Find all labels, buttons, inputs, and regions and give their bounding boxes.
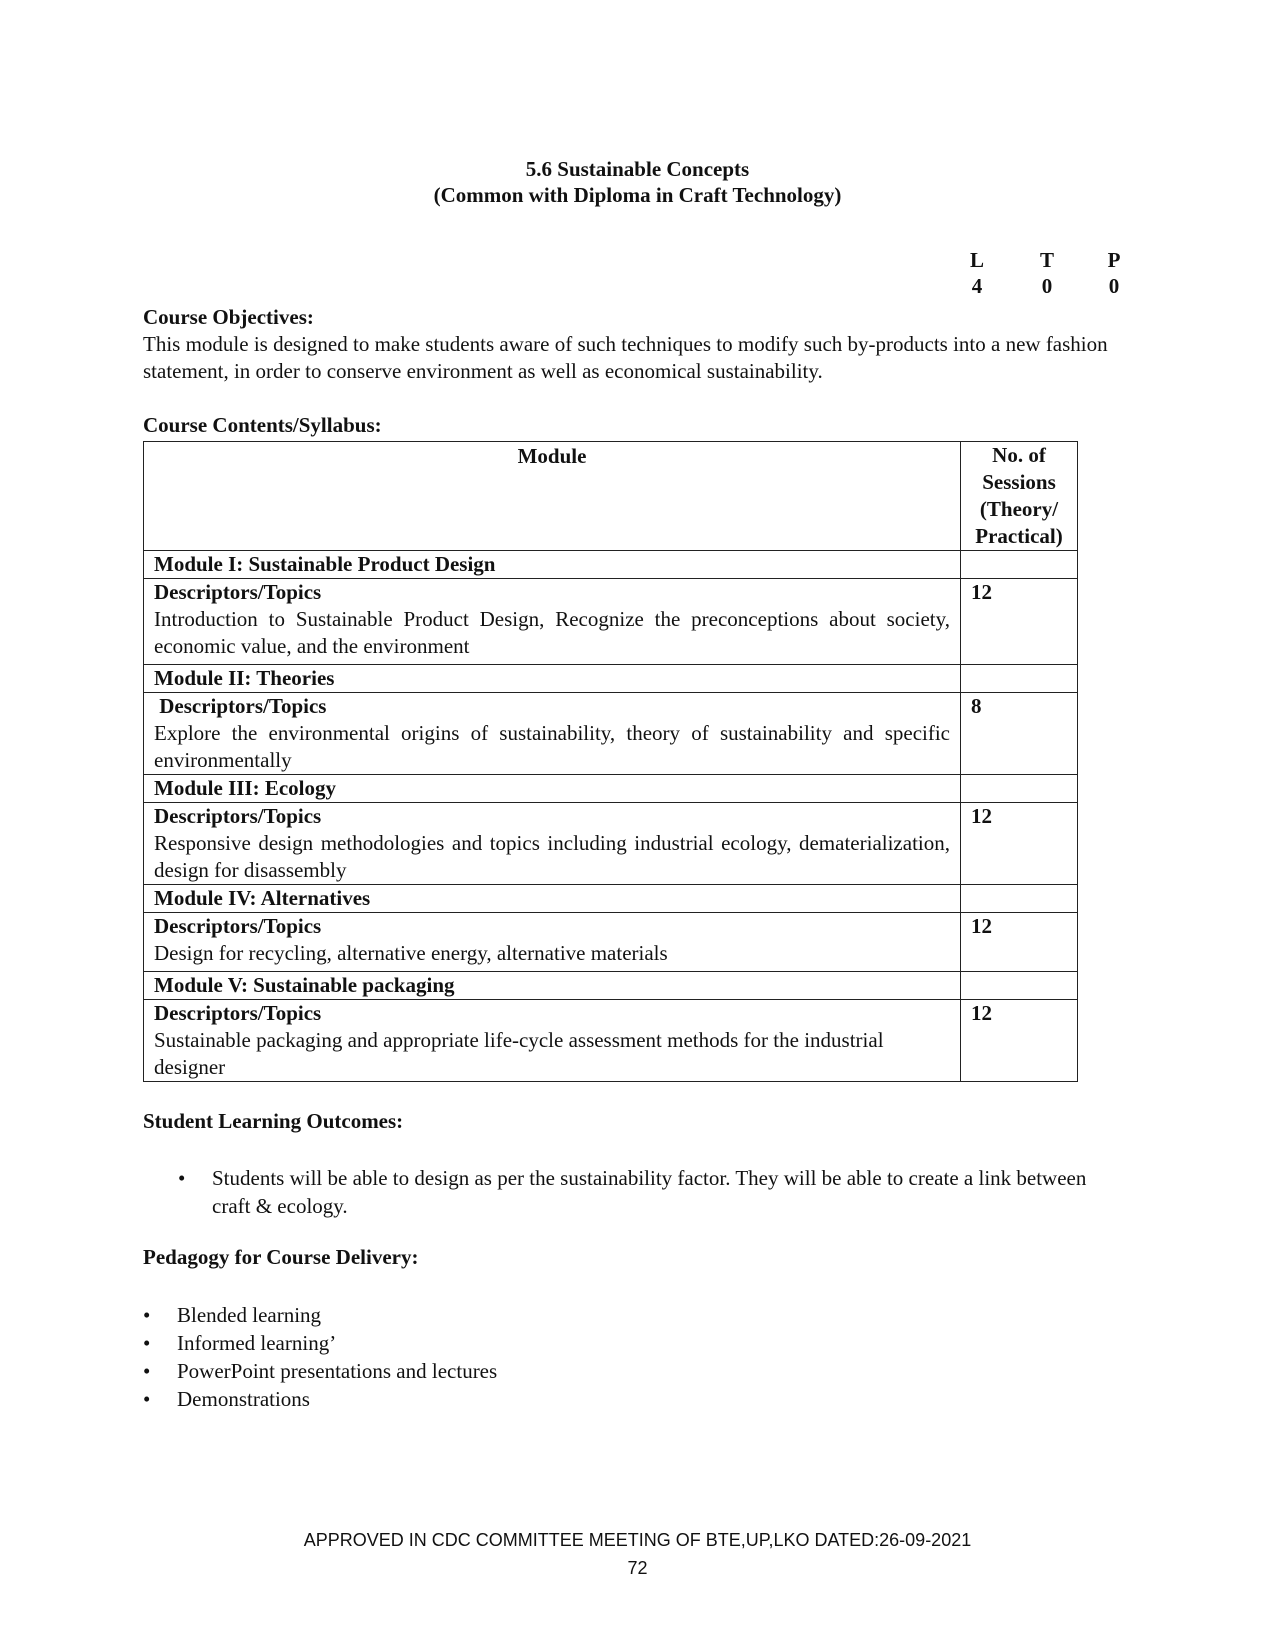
footer-approval: APPROVED IN CDC COMMITTEE MEETING OF BTE,UP,LKO DATED:26-09-2021 (303, 1530, 972, 1550)
module-topics-cell (144, 693, 961, 775)
descriptors-text: Responsive design methodologies and topics including industrial ecology, dematerialization, design for disassembly (154, 831, 950, 882)
empty-cell (961, 775, 1078, 803)
descriptors-text: Sustainable packaging and appropriate life-cycle assessment methods for the industrial designer (154, 1028, 884, 1079)
descriptors-text: Design for recycling, alternative energy, alternative materials (154, 941, 668, 965)
ltp-value-p: 0 (1108, 274, 1120, 298)
descriptors-title: Descriptors/Topics (154, 914, 322, 938)
page-title: 5.6 Sustainable Concepts (525, 157, 750, 181)
module-topics-cell (144, 803, 961, 885)
list-item: • Demonstrations (143, 1385, 1043, 1413)
empty-cell (961, 665, 1078, 693)
module-title: Module II: Theories (144, 665, 961, 693)
column-header-module: Module (144, 442, 961, 551)
empty-cell (961, 885, 1078, 913)
session-count: 8 (961, 693, 1078, 775)
objectives-heading: Course Objectives: (143, 305, 314, 329)
module-topics-row (144, 693, 1078, 775)
page-subtitle: (Common with Diploma in Craft Technology) (433, 183, 842, 207)
list-item: • Students will be able to design as per the sustainability factor. They will be able to create a link between craft & ecology. (178, 1164, 1118, 1220)
module-topics-cell (144, 913, 961, 972)
module-title: Module I: Sustainable Product Design (144, 551, 961, 579)
descriptors-text: Introduction to Sustainable Product Design, Recognize the preconceptions about society, economic value, and the environment (154, 607, 950, 658)
module-title: Module III: Ecology (144, 775, 961, 803)
list-item: • Blended learning (143, 1301, 1043, 1329)
ltp-label-l: L (969, 248, 984, 272)
module-title: Module V: Sustainable packaging (144, 972, 961, 1000)
outcomes-list (178, 1164, 1118, 1220)
page-number: 72 (627, 1558, 648, 1578)
descriptors-title: Descriptors/Topics (154, 694, 327, 718)
session-count: 12 (961, 1000, 1078, 1082)
syllabus-table (143, 441, 1078, 1082)
list-item: • Informed learning’ (143, 1329, 1043, 1357)
descriptors-title: Descriptors/Topics (154, 804, 322, 828)
module-title-row (144, 551, 1078, 579)
syllabus-heading: Course Contents/Syllabus: (143, 413, 382, 437)
module-title-row (144, 885, 1078, 913)
module-title-row (144, 775, 1078, 803)
module-title-row (144, 665, 1078, 693)
module-topics-row (144, 579, 1078, 665)
ltp-value-t: 0 (1041, 274, 1053, 298)
session-count: 12 (961, 913, 1078, 972)
descriptors-title: Descriptors/Topics (154, 580, 322, 604)
session-count: 12 (961, 803, 1078, 885)
ltp-value-l: 4 (971, 274, 983, 298)
session-count: 12 (961, 579, 1078, 665)
module-topics-row (144, 1000, 1078, 1082)
pedagogy-heading: Pedagogy for Course Delivery: (143, 1245, 419, 1269)
objectives-text: This module is designed to make students aware of such techniques to modify such by-products into a new fashion statement, in order to conserve environment as well as economical sustainability. (143, 332, 1108, 383)
empty-cell (961, 972, 1078, 1000)
column-header-sessions: No. of Sessions (Theory/ Practical) (961, 442, 1078, 551)
outcomes-heading: Student Learning Outcomes: (143, 1109, 404, 1133)
ltp-label-p: P (1107, 248, 1121, 272)
descriptors-text: Explore the environmental origins of sustainability, theory of sustainability and specific environmentally (154, 721, 950, 772)
module-topics-row (144, 913, 1078, 972)
table-header-row (144, 442, 1078, 551)
module-topics-cell (144, 1000, 961, 1082)
empty-cell (961, 551, 1078, 579)
ltp-label-t: T (1039, 248, 1054, 272)
module-topics-cell (144, 579, 961, 665)
pedagogy-list (143, 1301, 1043, 1413)
module-title-row (144, 972, 1078, 1000)
module-title: Module IV: Alternatives (144, 885, 961, 913)
module-topics-row (144, 803, 1078, 885)
list-item: • PowerPoint presentations and lectures (143, 1357, 1043, 1385)
descriptors-title: Descriptors/Topics (154, 1001, 322, 1025)
